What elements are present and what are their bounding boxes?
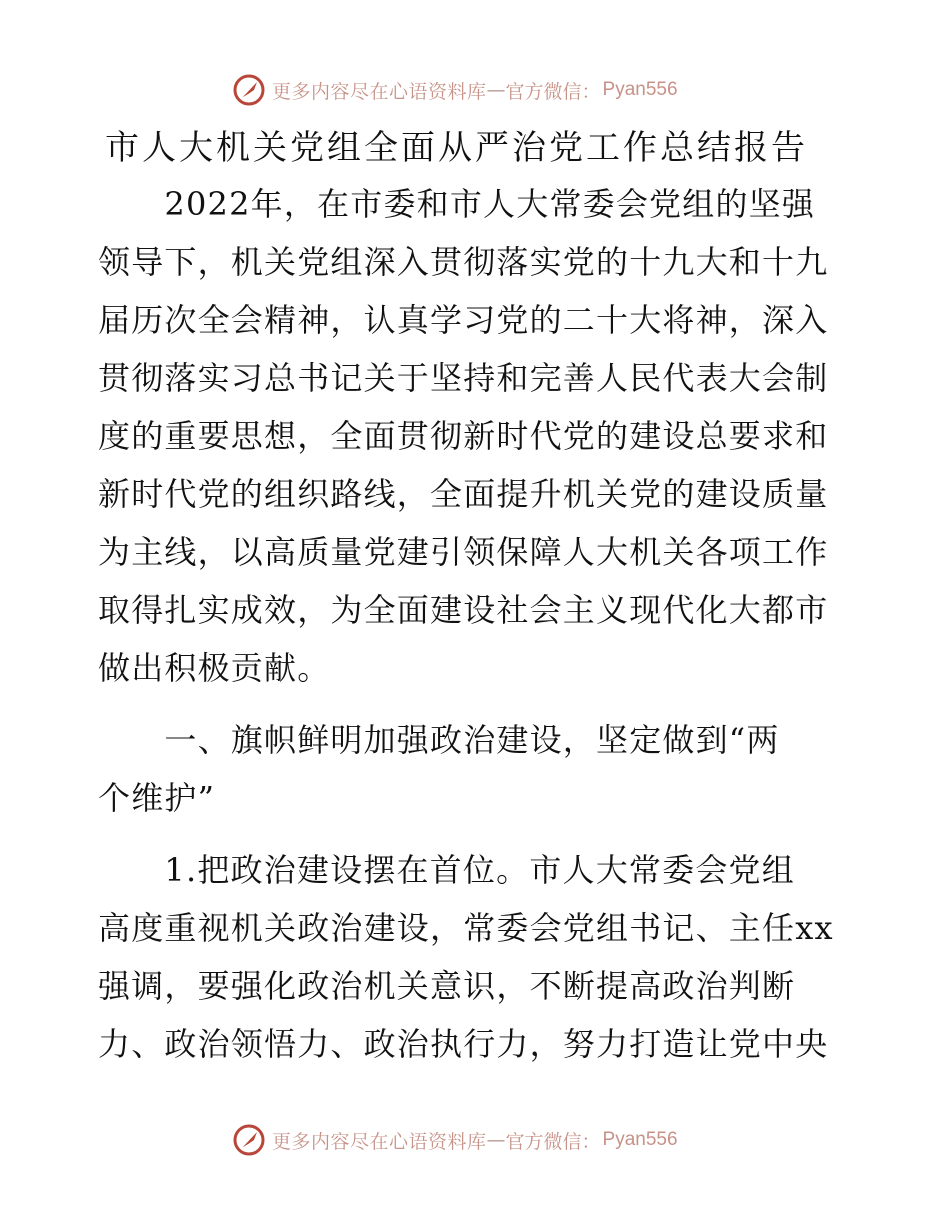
banner-slogan: 更多内容尽在心语资料库 <box>272 1130 487 1153</box>
section-heading-cont: 个维护” <box>98 779 216 817</box>
banner-wechat-id: Pyan556 <box>602 79 678 100</box>
body-line: 强调，要强化政治机关意识，不断提高政治判断 <box>98 967 796 1005</box>
banner-wechat-id: Pyan556 <box>602 1129 678 1150</box>
banner-dash: — <box>486 1129 506 1151</box>
body-line: 度的重要思想，全面贯彻新时代党的建设总要求和 <box>98 417 829 455</box>
body-line: 为主线，以高质量党建引领保障人大机关各项工作 <box>98 533 829 571</box>
section-heading: 一、旗帜鲜明加强政治建设，坚定做到“两 <box>98 721 780 759</box>
body-line: 贯彻落实习总书记关于坚持和完善人民代表大会制 <box>98 359 829 397</box>
quill-logo-icon <box>232 73 266 107</box>
body-line: 1.把政治建设摆在首位。市人大常委会党组 <box>98 851 795 889</box>
watermark-banner-bottom <box>232 1120 678 1160</box>
banner-wechat-label: 官方微信： <box>505 80 601 103</box>
body-line: 新时代党的组织路线，全面提升机关党的建设质量 <box>98 475 829 513</box>
watermark-banner-top <box>232 70 678 110</box>
banner-slogan: 更多内容尽在心语资料库 <box>272 80 487 103</box>
banner-wechat-label: 官方微信： <box>505 1130 601 1153</box>
body-line: 力、政治领悟力、政治执行力，努力打造让党中央 <box>98 1025 829 1063</box>
body-line: 高度重视机关政治建设，常委会党组书记、主任xx <box>98 909 834 947</box>
body-line: 做出积极贡献。 <box>98 649 331 687</box>
banner-dash: — <box>486 79 506 101</box>
body-line: 领导下，机关党组深入贯彻落实党的十九大和十九 <box>98 243 829 281</box>
quill-logo-icon <box>232 1123 266 1157</box>
document-title: 市人大机关党组全面从严治党工作总结报告 <box>105 128 808 168</box>
body-line: 2022年，在市委和市人大常委会党组的坚强 <box>98 185 816 223</box>
body-line: 取得扎实成效，为全面建设社会主义现代化大都市 <box>98 591 829 629</box>
body-line: 届历次全会精神，认真学习党的二十大将神，深入 <box>98 301 829 339</box>
